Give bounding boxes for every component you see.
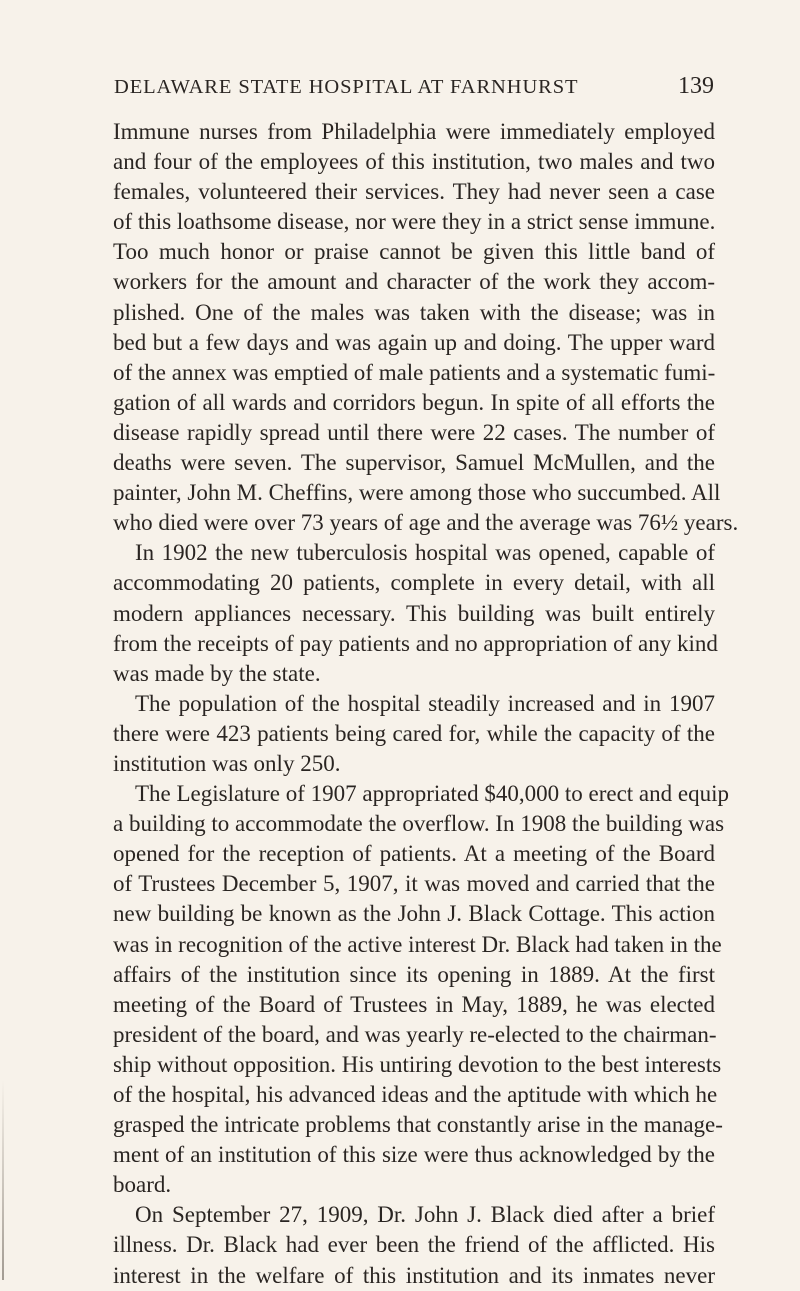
text-line: board. (113, 1172, 172, 1198)
text-line: accommodating 20 patients, complete in every detail, with all (113, 570, 715, 596)
text-line: interest in the welfare of this institution and its inmates never (113, 1262, 715, 1288)
text-line: plished. One of the males was taken with the disease; was in (113, 299, 715, 325)
body-text (113, 117, 739, 1291)
text-line: gation of all wards and corridors begun. In spite of all efforts the (113, 389, 715, 415)
text-line: president of the board, and was yearly re-elected to the chairman- (113, 1021, 717, 1047)
text-line: who died were over 73 years of age and the average was 76½ years. (113, 510, 739, 536)
text-line: deaths were seven. The supervisor, Samuel McMullen, and the (113, 450, 715, 476)
running-head (114, 73, 714, 106)
text-line: from the receipts of pay patients and no appropriation of any kind (113, 630, 718, 656)
running-head-title: DELAWARE STATE HOSPITAL AT FARNHURST (114, 76, 579, 98)
text-line: of this loathsome disease, nor were they in a strict sense immune. (113, 209, 716, 235)
text-line: grasped the intricate problems that constantly arise in the manage- (113, 1112, 723, 1138)
text-line: affairs of the institution since its opening in 1889. At the first (113, 961, 715, 987)
text-line: The population of the hospital steadily increased and in 1907 (135, 690, 715, 716)
text-line: workers for the amount and character of the work they accom- (113, 269, 715, 295)
text-line: Immune nurses from Philadelphia were immediately employed (113, 119, 715, 144)
text-line: and four of the employees of this institution, two males and two (113, 149, 715, 175)
text-line: a building to accommodate the overflow. In 1908 the building was (113, 811, 725, 837)
text-line: ment of an institution of this size were thus acknowledged by the (113, 1142, 715, 1168)
text-line: In 1902 the new tuberculosis hospital was opened, capable of (135, 540, 715, 566)
text-line: On September 27, 1909, Dr. John J. Black died after a brief (135, 1202, 715, 1228)
text-line: painter, John M. Cheffins, were among those who succumbed. All (113, 480, 721, 506)
text-line: bed but a few days and was again up and doing. The upper ward (113, 329, 715, 355)
text-line: institution was only 250. (113, 750, 341, 776)
text-line: disease rapidly spread until there were 22 cases. The number of (113, 419, 715, 445)
text-line: was in recognition of the active interest Dr. Black had taken in the (113, 931, 722, 957)
text-line: new building be known as the John J. Black Cottage. This action (113, 901, 715, 927)
text-line: of the hospital, his advanced ideas and the aptitude with which he (113, 1082, 718, 1107)
text-line: Too much honor or praise cannot be given this little band of (113, 239, 715, 265)
text-line: was made by the state. (113, 660, 321, 686)
page-number: 139 (678, 73, 714, 99)
text-line: illness. Dr. Black had ever been the friend of the afflicted. His (113, 1232, 715, 1258)
text-line: modern appliances necessary. This building was built entirely (113, 600, 715, 626)
text-line: females, volunteered their services. They had never seen a case (113, 179, 715, 205)
text-line: there were 423 patients being cared for, while the capacity of the (113, 720, 715, 746)
text-line: The Legislature of 1907 appropriated $40,000 to erect and equip (135, 781, 729, 807)
text-line: of Trustees December 5, 1907, it was moved and carried that the (113, 871, 715, 897)
text-line: meeting of the Board of Trustees in May, 1889, he was elected (113, 991, 715, 1017)
text-line: of the annex was emptied of male patients and a systematic fumi- (113, 359, 716, 385)
page-edge-shadow (2, 1080, 4, 1280)
text-line: opened for the reception of patients. At a meeting of the Board (113, 841, 715, 867)
text-line: ship without opposition. His untiring devotion to the best interests (113, 1051, 722, 1077)
